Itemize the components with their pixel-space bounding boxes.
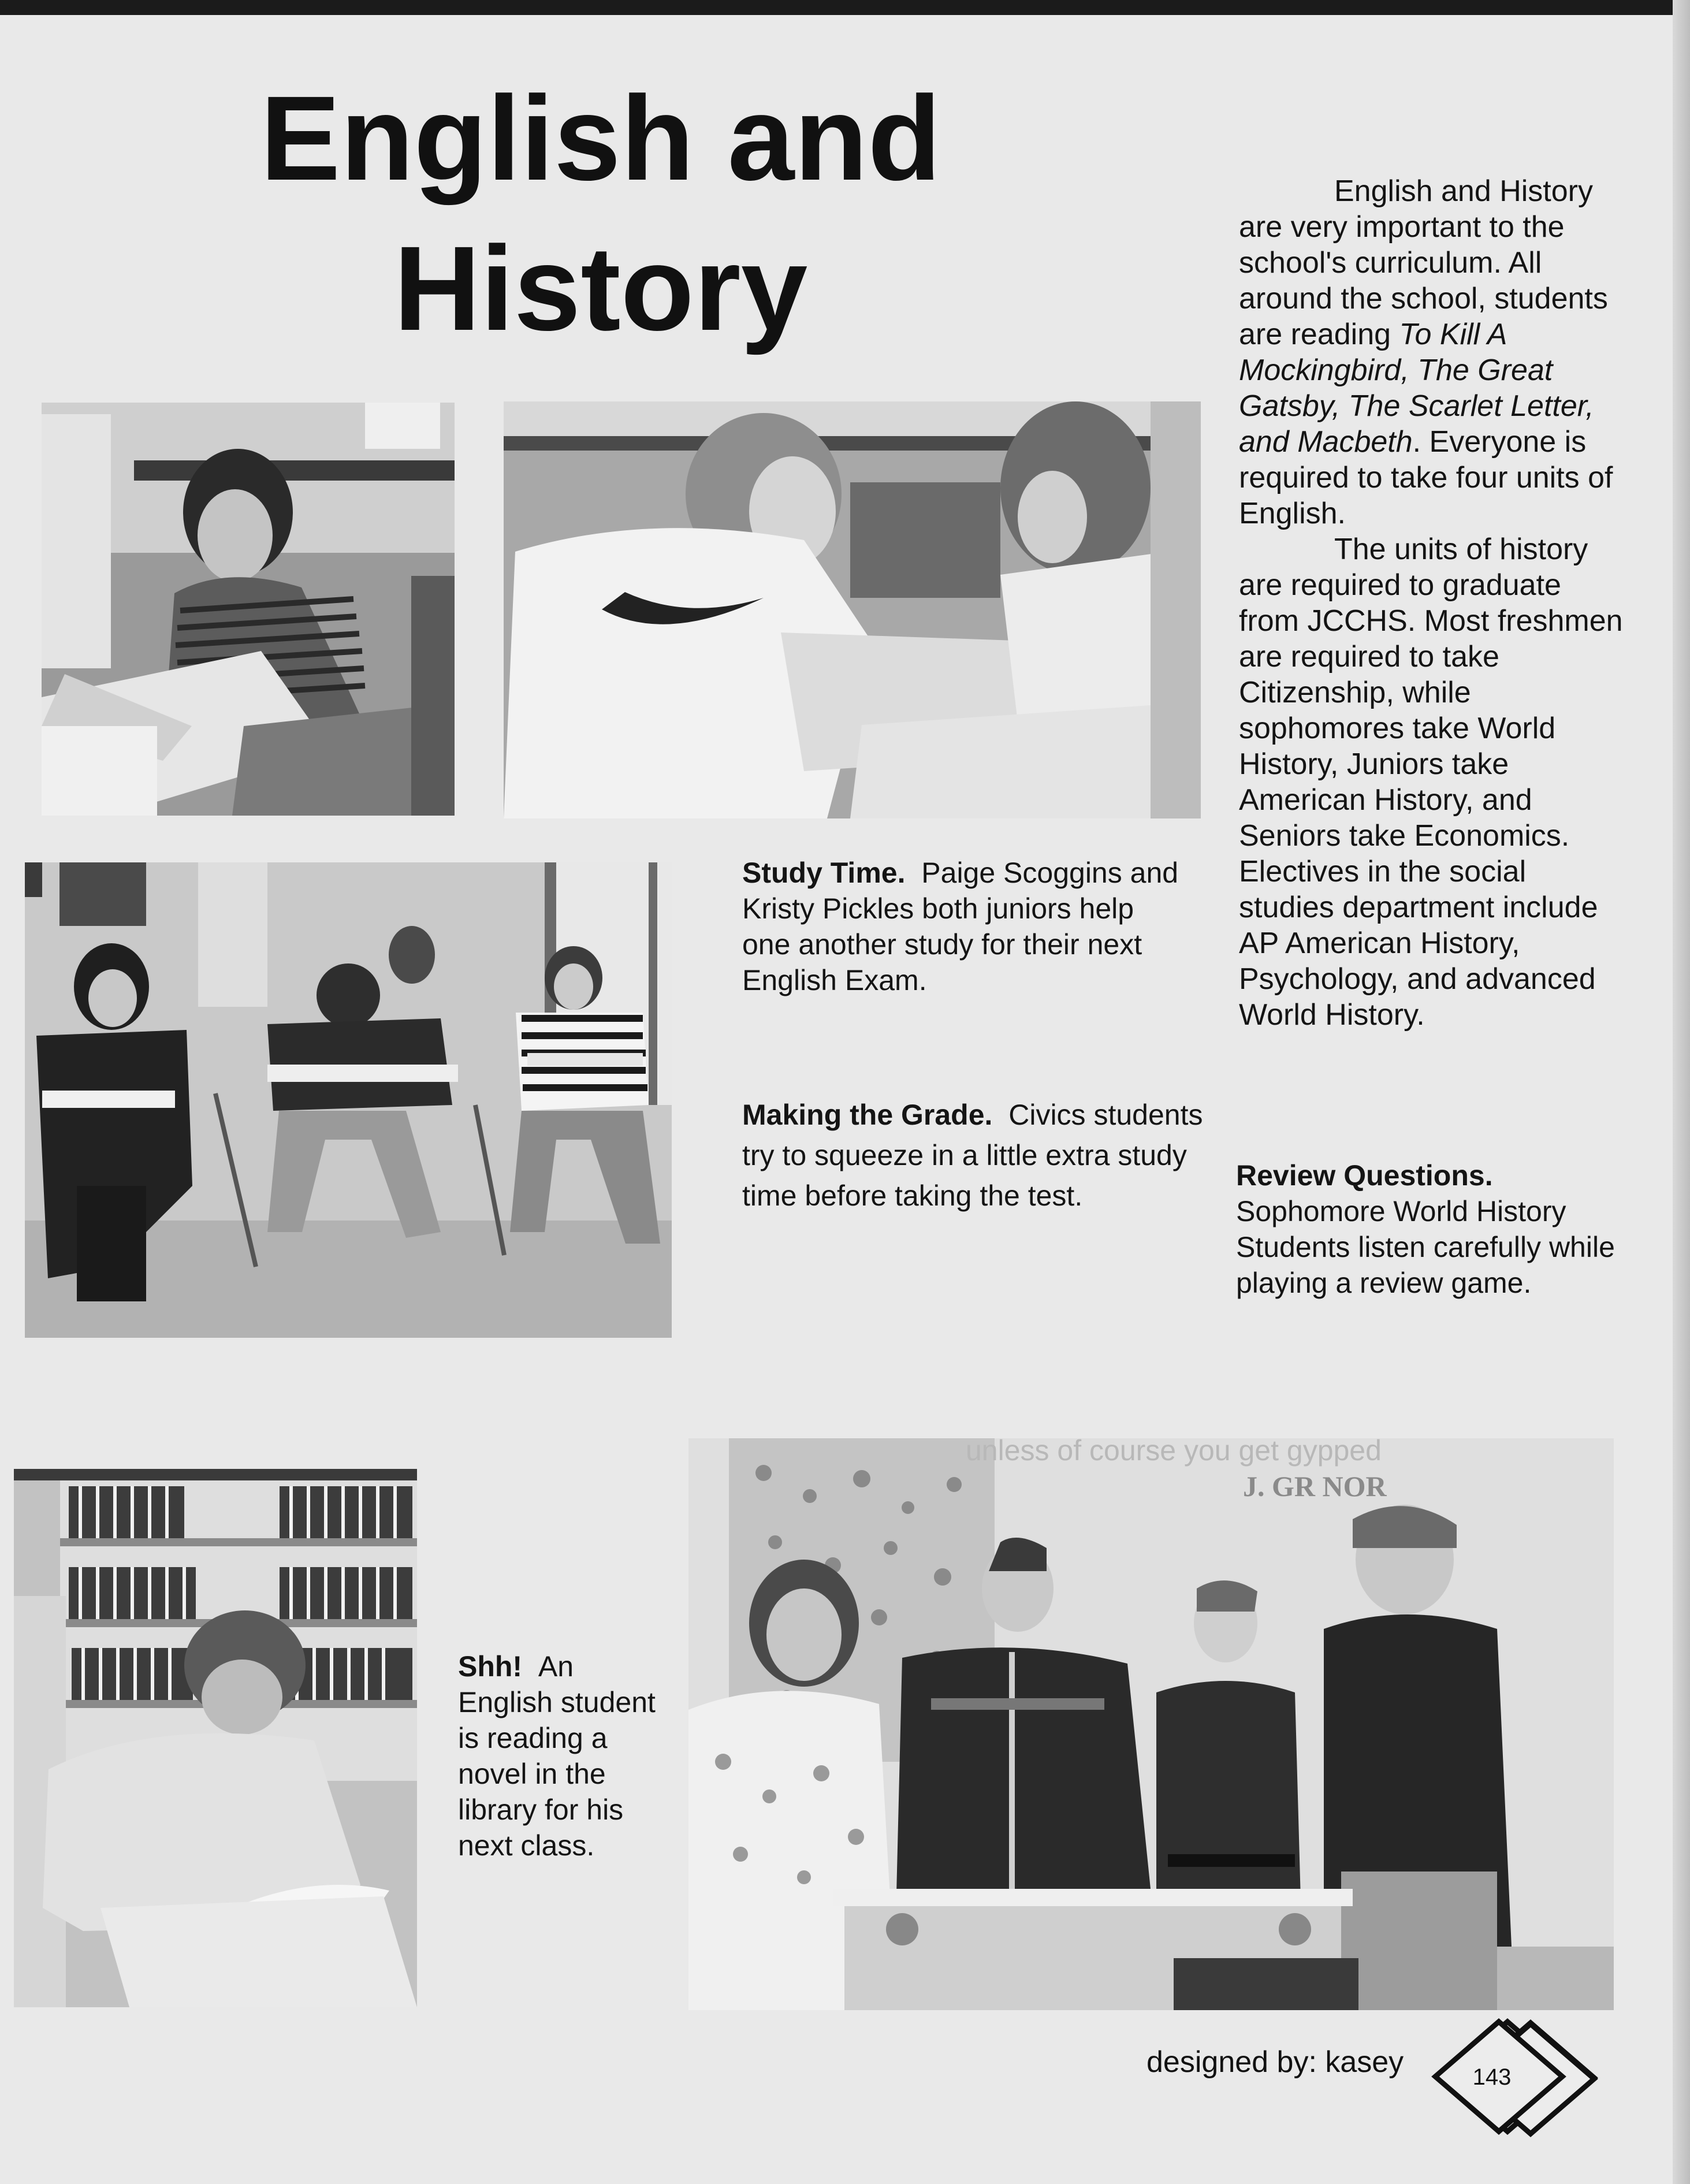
caption-study-time-heading: Study Time. (742, 857, 906, 889)
photo-library-reading (14, 1469, 417, 2007)
title-line-2: History (393, 222, 808, 356)
caption-shh (458, 1649, 657, 1863)
caption-making-grade-heading: Making the Grade. (742, 1099, 993, 1131)
photo-making-the-grade (25, 862, 672, 1338)
caption-review-heading: Review Questions. (1236, 1159, 1493, 1192)
book-titles: To Kill A Mockingbird, The Great Gatsby, The Scarlet Letter, and Macbeth (1239, 318, 1594, 459)
caption-study-time-text: Paige Scoggins and Kristy Pickles both juniors help one another study for their next English Exam. (742, 857, 1179, 996)
title-line-1: English and (260, 72, 941, 206)
caption-shh-heading: Shh! (458, 1650, 523, 1683)
intro-paragraph-1: English and History are very important to the school's curriculum. All around the school, students are reading To Kill A Mockingbird, The Great Gatsby, The Scarlet Letter, and Macbeth. Everyone is required to take four units of English. (1239, 174, 1613, 530)
photo-student-writing (42, 403, 455, 816)
caption-study-time (742, 855, 1187, 998)
scan-right-edge (1673, 0, 1690, 2184)
board-slogan: unless of course you get gypped (966, 1438, 1382, 1467)
designer-credit: designed by: kasey (1146, 2045, 1404, 2079)
scan-top-edge (0, 0, 1690, 15)
caption-making-the-grade (742, 1095, 1210, 1216)
caption-shh-text: An English student is reading a novel in the library for his next class. (458, 1650, 656, 1862)
caption-review-text: Sophomore World History Students listen carefully while playing a review game. (1236, 1195, 1615, 1299)
caption-making-grade-text: Civics students try to squeeze in a little extra study time before taking the test. (742, 1099, 1203, 1212)
photo-study-time (504, 401, 1201, 818)
page-number: 143 (1472, 2064, 1512, 2090)
page-title (173, 64, 1028, 364)
caption-review-questions (1236, 1158, 1629, 1301)
intro-article (1239, 173, 1626, 1033)
teacher-nameplate: J. GR NOR (1243, 1470, 1387, 1502)
photo-review-questions (688, 1438, 1614, 2010)
intro-paragraph-2: The units of history are required to graduate from JCCHS. Most freshmen are required to take Citizenship, while sophomores take World History, Juniors take American History, and Seniors take Economics. Electives in the social studies department include AP American History, Psychology, and advanced World History. (1239, 533, 1623, 1032)
